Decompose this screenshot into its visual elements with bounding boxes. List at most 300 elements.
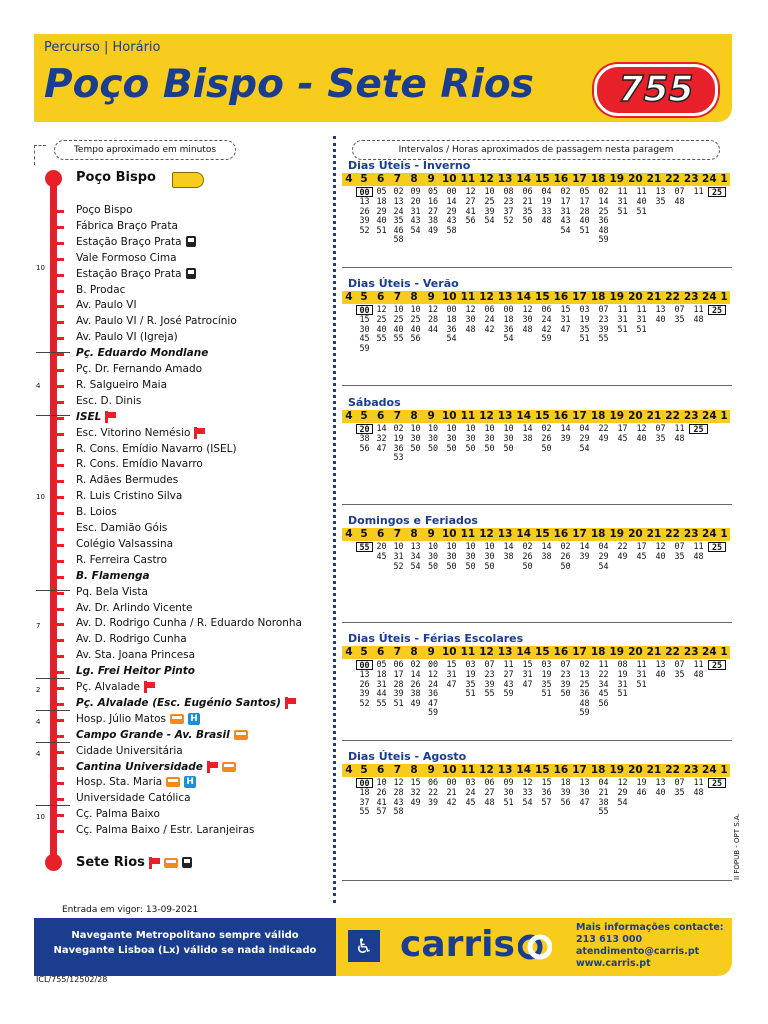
stop-marker	[57, 464, 64, 467]
time-cell	[632, 689, 651, 699]
time-cell	[651, 453, 670, 463]
time-cell: 14	[446, 196, 457, 206]
route-number: 755	[618, 69, 694, 110]
time-cell: 59	[541, 333, 552, 344]
hour-label: 14	[516, 764, 532, 776]
stop-marker	[57, 385, 64, 388]
stop-marker	[57, 687, 64, 690]
hour-label: 6	[377, 764, 385, 776]
time-cell	[708, 699, 726, 709]
time-cell: 30	[522, 314, 533, 324]
stop-marker	[57, 576, 64, 579]
time-cell: 50	[503, 442, 514, 453]
time-cell	[651, 562, 670, 572]
schedule-row	[342, 344, 738, 354]
time-cell: 00	[446, 777, 457, 787]
time-cell: 06	[427, 777, 439, 787]
time-cell: 12	[465, 304, 476, 314]
time-cell: 06	[484, 777, 495, 787]
stop-name: Pç. Alvalade	[76, 681, 141, 693]
time-cell: 00	[427, 659, 439, 669]
hour-label: 19	[609, 764, 625, 776]
time-cell: 26	[359, 678, 370, 689]
route-number-badge	[594, 64, 718, 116]
time-cell: 30	[427, 551, 439, 561]
brand-name: carris	[400, 924, 515, 965]
time-cell: 39	[560, 678, 571, 689]
stop-item	[76, 665, 195, 677]
hour-label: 17	[572, 528, 587, 540]
time-cell: 00	[446, 186, 457, 196]
hour-header	[342, 173, 730, 186]
time-cell: 13	[579, 669, 590, 679]
time-cell	[342, 207, 356, 217]
time-cell: 30	[359, 323, 370, 334]
metro-icon	[285, 697, 296, 709]
time-cell	[342, 798, 356, 808]
time-cell: 50	[427, 442, 439, 453]
hour-label: 23	[683, 173, 699, 185]
time-cell	[480, 235, 499, 245]
time-cell: 59	[427, 707, 439, 718]
time-cell	[708, 424, 726, 434]
time-cell	[342, 424, 356, 434]
stop-name: R. Luis Cristino Silva	[76, 490, 183, 503]
time-cell: 07	[560, 659, 571, 669]
time-cell: 45	[359, 333, 370, 344]
time-cell: 09	[503, 777, 514, 787]
time-cell	[726, 453, 738, 463]
stop-marker	[57, 337, 64, 340]
time-cell	[499, 226, 518, 236]
time-cell	[518, 689, 537, 699]
time-cell: 29	[446, 205, 457, 216]
hour-label: 5	[360, 764, 368, 776]
time-cell: 48	[693, 551, 704, 561]
time-cell: 00	[503, 304, 514, 314]
time-cell: 56	[598, 697, 609, 708]
time-cell: 13	[655, 659, 666, 669]
header-banner	[34, 34, 732, 122]
time-cell: 38	[359, 433, 370, 443]
time-cell	[461, 334, 480, 344]
hour-label: 20	[628, 173, 643, 185]
time-cell	[499, 807, 518, 817]
segment-minutes: 7	[36, 622, 41, 630]
time-cell: 12	[636, 423, 647, 433]
stop-item	[76, 284, 125, 296]
time-cell	[708, 680, 726, 690]
time-cell: 55	[376, 697, 387, 708]
time-cell: 52	[503, 215, 514, 226]
time-cell: 51	[579, 333, 590, 344]
hour-label: 24	[702, 173, 717, 185]
time-cell	[632, 226, 651, 236]
time-cell: 54	[446, 333, 457, 344]
time-cell	[726, 197, 738, 207]
time-cell: 29	[579, 433, 590, 443]
time-cell	[342, 216, 356, 226]
time-cell: 30	[465, 551, 476, 561]
time-cell: 51	[393, 697, 404, 708]
stop-name: Fábrica Braço Prata	[76, 219, 178, 232]
time-cell: 14	[579, 541, 590, 551]
time-cell: 35	[674, 314, 685, 324]
contact-email[interactable]: atendimento@carris.pt	[576, 946, 700, 957]
stop-item	[76, 411, 116, 423]
time-cell: 07	[674, 659, 685, 669]
time-cell	[442, 708, 461, 718]
time-cell: 14	[376, 423, 387, 433]
time-cell: 22	[617, 541, 628, 551]
time-cell: 58	[393, 806, 404, 817]
stop-item	[76, 331, 178, 343]
segment-minutes: 4	[36, 718, 41, 726]
time-cell: 43	[503, 678, 514, 689]
time-cell: 06	[393, 659, 404, 669]
hour-label: 7	[393, 173, 402, 185]
time-cell	[670, 562, 689, 572]
time-cell: 39	[598, 323, 609, 334]
hour-label: 13	[497, 528, 513, 540]
stop-item	[76, 617, 302, 629]
stop-name: Esc. Damião Góis	[76, 522, 168, 534]
time-cell: 40	[376, 215, 387, 226]
hour-label: 22	[665, 291, 680, 303]
time-cell: 24	[427, 678, 439, 689]
time-cell	[726, 187, 738, 197]
hour-label: 5	[360, 646, 368, 658]
section-divider	[342, 267, 732, 268]
time-cell	[651, 680, 670, 690]
route-end-dot	[45, 854, 62, 871]
stop-marker	[57, 751, 64, 754]
time-cell	[342, 680, 356, 690]
time-cell: 39	[560, 433, 571, 443]
time-cell	[689, 334, 708, 344]
time-cell: 35	[393, 215, 404, 226]
time-cell: 41	[465, 205, 476, 216]
stop-marker	[57, 814, 64, 817]
time-cell	[575, 562, 594, 572]
stop-marker	[57, 703, 64, 706]
time-cell: 06	[484, 304, 495, 314]
time-cell	[575, 235, 594, 245]
time-cell	[689, 807, 708, 817]
time-cell	[594, 344, 613, 354]
time-cell: 48	[484, 796, 495, 807]
hour-label: 13	[497, 764, 513, 776]
time-cell: 30	[446, 433, 457, 443]
hour-label: 20	[628, 764, 643, 776]
time-cell: 30	[410, 433, 421, 443]
stop-marker	[57, 433, 64, 436]
hour-label: 19	[609, 646, 625, 658]
time-cell	[518, 453, 537, 463]
stop-item	[76, 697, 296, 709]
time-cell: 55	[393, 333, 404, 344]
hour-label: 1	[720, 646, 728, 658]
time-cell: 51	[465, 688, 476, 699]
hand-pointer-icon	[172, 172, 204, 188]
time-cell	[499, 708, 518, 718]
contact-phone: 213 613 000	[576, 934, 643, 945]
time-cell	[689, 235, 708, 245]
hour-label: 20	[628, 410, 643, 422]
time-cell	[651, 226, 670, 236]
time-cell: 54	[410, 560, 421, 571]
hour-label: 24	[702, 646, 717, 658]
time-cell: 30	[446, 551, 457, 561]
hour-label: 11	[460, 764, 476, 776]
time-cell: 49	[410, 796, 421, 807]
time-cell: 54	[503, 333, 514, 344]
time-cell	[670, 453, 689, 463]
right-pill-label: Intervalos / Horas aproximados de passagem nesta paragem	[352, 140, 720, 160]
time-cell: 10	[427, 541, 439, 551]
time-cell	[670, 344, 689, 354]
time-cell	[499, 453, 518, 463]
time-cell: 30	[465, 433, 476, 443]
segment-minutes: 10	[36, 264, 45, 272]
hour-label: 21	[646, 528, 662, 540]
stop-name: Campo Grande - Av. Brasil	[76, 728, 230, 741]
time-cell: 23	[560, 669, 571, 679]
hour-label: 18	[590, 764, 606, 776]
hour-label: 5	[360, 528, 368, 540]
time-cell	[342, 453, 356, 463]
time-cell: 39	[560, 787, 571, 797]
time-cell: 25	[708, 542, 726, 552]
time-cell: 02	[560, 186, 571, 196]
brand-box	[336, 918, 732, 976]
time-cell	[651, 689, 670, 699]
time-cell	[726, 325, 738, 335]
time-cell: 10	[484, 186, 495, 196]
hour-label: 9	[427, 410, 435, 422]
time-cell	[518, 226, 537, 236]
hour-label: 17	[572, 410, 587, 422]
time-cell	[342, 788, 356, 798]
time-cell: 17	[579, 196, 590, 206]
time-cell	[518, 708, 537, 718]
time-cell: 59	[598, 234, 609, 245]
stop-marker	[57, 417, 64, 420]
stop-marker	[57, 830, 64, 833]
time-cell: 51	[617, 688, 628, 699]
schedule-row	[342, 807, 738, 817]
stop-item	[76, 570, 150, 582]
time-cell	[537, 807, 556, 817]
hour-label: 9	[427, 764, 435, 776]
hour-label: 7	[393, 528, 402, 540]
contact-web[interactable]: www.carris.pt	[576, 958, 651, 969]
schedule-row	[342, 699, 738, 709]
time-cell: 58	[393, 234, 404, 245]
time-cell: 10	[465, 541, 476, 551]
stop-item	[76, 268, 196, 280]
time-cell	[613, 708, 632, 718]
stop-item	[76, 824, 255, 836]
time-cell	[651, 444, 670, 454]
time-cell: 35	[541, 678, 552, 689]
time-cell: 50	[446, 442, 457, 453]
stop-name: Av. Sta. Joana Princesa	[76, 649, 196, 662]
time-cell	[708, 344, 726, 354]
time-cell: 48	[579, 697, 590, 708]
time-cell	[708, 552, 726, 562]
time-cell: 49	[598, 433, 609, 443]
time-cell	[518, 699, 537, 709]
train-icon	[186, 268, 196, 279]
hour-label: 1	[720, 291, 728, 303]
schedule-grid	[342, 542, 738, 571]
time-cell: 38	[503, 551, 514, 561]
time-cell	[708, 235, 726, 245]
time-cell: 27	[465, 196, 476, 206]
stop-item	[76, 474, 178, 486]
hour-label: 8	[410, 410, 418, 422]
stop-name: Av. Dr. Arlindo Vicente	[76, 601, 193, 614]
time-cell	[424, 453, 442, 463]
train-icon	[182, 857, 192, 868]
hour-label: 12	[479, 528, 494, 540]
time-cell	[342, 235, 356, 245]
hour-label: 9	[427, 528, 435, 540]
time-cell	[480, 344, 499, 354]
stop-marker	[57, 623, 64, 626]
time-cell: 31	[636, 314, 647, 324]
hour-label: 16	[553, 410, 569, 422]
bus-icon	[222, 762, 236, 772]
time-cell: 49	[617, 551, 628, 561]
time-cell: 23	[484, 669, 495, 679]
time-cell	[689, 689, 708, 699]
time-cell	[708, 708, 726, 718]
dash-line	[34, 145, 35, 165]
time-cell: 03	[579, 304, 590, 314]
hour-label: 17	[572, 291, 587, 303]
hour-label: 1	[720, 528, 728, 540]
time-cell: 17	[393, 669, 404, 679]
time-cell: 35	[674, 787, 685, 797]
time-cell: 03	[465, 777, 476, 787]
carris-logo-icon	[518, 930, 552, 964]
stop-item	[76, 427, 205, 439]
stop-name: Poço Bispo	[76, 204, 133, 216]
time-cell	[537, 453, 556, 463]
time-cell: 38	[410, 688, 421, 699]
time-cell: 51	[541, 688, 552, 699]
time-cell: 36	[541, 787, 552, 797]
time-cell	[342, 305, 356, 315]
validity-line-2: Navegante Lisboa (Lx) válido se nada indicado	[53, 945, 317, 956]
time-cell: 47	[427, 697, 439, 708]
hour-label: 6	[377, 528, 385, 540]
time-cell	[670, 798, 689, 808]
time-cell: 05	[376, 186, 387, 196]
time-cell: 07	[484, 659, 495, 669]
time-cell: 25	[393, 314, 404, 324]
stop-marker	[57, 560, 64, 563]
time-cell: 52	[393, 560, 404, 571]
time-cell	[670, 444, 689, 454]
time-cell	[670, 325, 689, 335]
time-cell: 03	[465, 659, 476, 669]
time-cell: 08	[503, 186, 514, 196]
stop-item	[76, 729, 248, 741]
validity-line-1: Navegante Metropolitano sempre válido	[71, 930, 299, 941]
time-cell: 05	[579, 186, 590, 196]
time-cell	[689, 325, 708, 335]
time-cell: 00	[356, 187, 373, 197]
hour-label: 14	[516, 291, 532, 303]
document-reference: ICL/755/12502/28	[36, 975, 108, 984]
stop-name: B. Loios	[76, 506, 117, 519]
time-cell	[342, 325, 356, 335]
stop-item	[76, 490, 182, 502]
time-cell: 17	[560, 196, 571, 206]
stop-marker	[57, 782, 64, 785]
time-cell: 28	[427, 314, 439, 324]
hour-label: 14	[516, 646, 532, 658]
time-cell	[461, 708, 480, 718]
time-cell: 35	[655, 433, 666, 443]
hour-label: 13	[497, 410, 513, 422]
time-cell	[537, 344, 556, 354]
time-cell: 39	[484, 678, 495, 689]
hour-label: 22	[665, 764, 680, 776]
time-cell: 35	[465, 678, 476, 689]
time-cell	[556, 444, 575, 454]
stop-marker	[57, 305, 64, 308]
time-cell	[670, 226, 689, 236]
time-cell: 51	[579, 224, 590, 235]
time-cell: 50	[522, 215, 533, 226]
hour-label: 20	[628, 646, 643, 658]
time-cell	[708, 216, 726, 226]
time-cell: 42	[484, 323, 495, 334]
time-cell: 24	[541, 314, 552, 324]
time-cell: 42	[446, 796, 457, 807]
time-cell	[424, 344, 442, 354]
time-cell: 40	[410, 323, 421, 334]
time-cell: 25	[579, 678, 590, 689]
stop-item	[76, 554, 167, 566]
time-cell: 57	[376, 806, 387, 817]
time-cell: 40	[655, 787, 666, 797]
stop-item	[76, 395, 141, 407]
time-cell: 00	[356, 305, 373, 315]
time-cell: 12	[655, 541, 666, 551]
time-cell: 40	[579, 215, 590, 226]
time-cell: 05	[427, 186, 439, 196]
stop-marker	[57, 512, 64, 515]
time-cell: 48	[522, 323, 533, 334]
stop-item	[76, 236, 196, 248]
schedule-row	[342, 334, 738, 344]
stop-name: B. Flamenga	[76, 569, 150, 582]
stop-marker	[57, 798, 64, 801]
time-cell: 55	[359, 806, 370, 817]
time-cell: 31	[560, 205, 571, 216]
time-cell	[373, 708, 390, 718]
time-cell	[708, 444, 726, 454]
time-cell	[651, 216, 670, 226]
time-cell: 12	[427, 669, 439, 679]
time-cell: 10	[393, 304, 404, 314]
hour-label: 21	[646, 173, 662, 185]
